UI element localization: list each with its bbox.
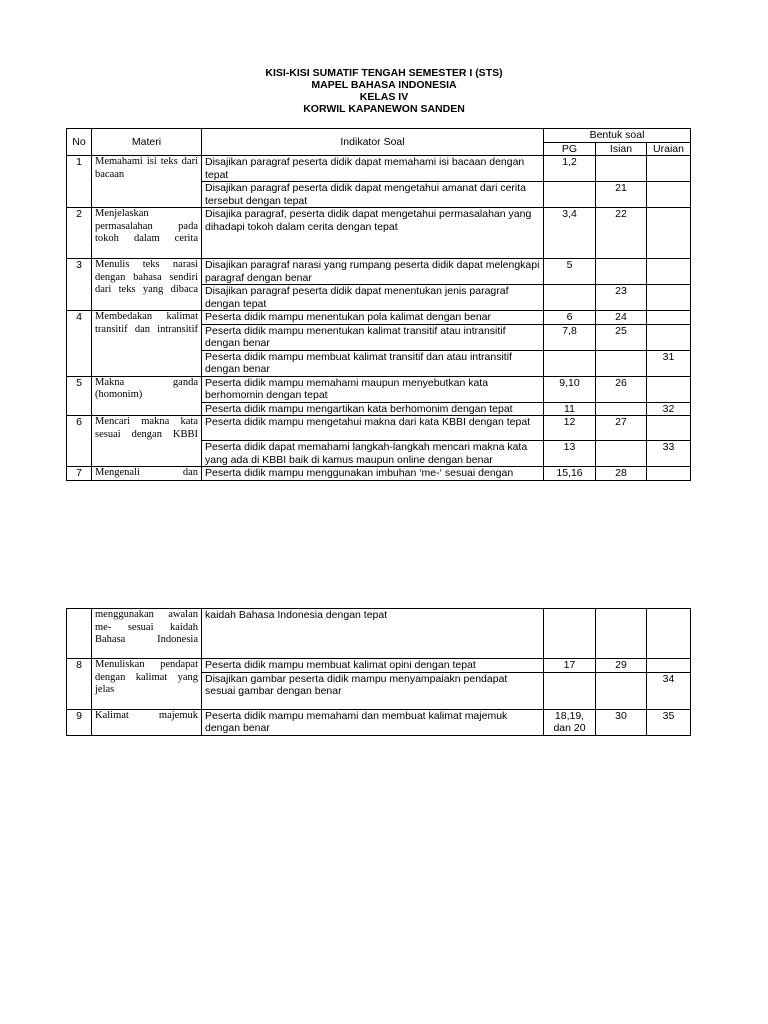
indikator-cell: kaidah Bahasa Indonesia dengan tepat <box>202 609 544 659</box>
table-row <box>67 467 691 481</box>
doc-title-line-3: KELAS IV <box>359 91 409 103</box>
isian-cell: 30 <box>596 709 647 735</box>
materi-cell: Mengenali dan <box>92 467 202 481</box>
kisi-kisi-table-continued <box>66 608 691 736</box>
uraian-cell <box>647 659 691 673</box>
indikator-cell: Disajika paragraf, peserta didik dapat mengetahui permasalahan yang dihadapi tokoh dalam cerita dengan tepat <box>202 208 544 259</box>
pg-cell <box>544 350 596 376</box>
materi-cell: Memahami isi teks dari bacaan <box>92 156 202 208</box>
indikator-cell: Disajikan paragraf peserta didik dapat memahami isi bacaan dengan tepat <box>202 156 544 182</box>
header-pg: PG <box>544 142 596 156</box>
isian-cell <box>596 672 647 709</box>
indikator-cell: Peserta didik mampu membuat kalimat opini dengan tepat <box>202 659 544 673</box>
materi-cell: Menulis teks narasi dengan bahasa sendiri dari teks yang dibaca <box>92 259 202 311</box>
pg-cell: 1,2 <box>544 156 596 182</box>
table-header-row <box>67 129 691 143</box>
header-materi: Materi <box>92 129 202 156</box>
uraian-cell <box>647 259 691 285</box>
row-number: 8 <box>67 659 92 710</box>
pg-cell: 7,8 <box>544 324 596 350</box>
indikator-cell: Peserta didik dapat memahami langkah-langkah mencari makna kata yang ada di KBBI baik di kamus maupun online dengan benar <box>202 441 544 467</box>
uraian-cell <box>647 324 691 350</box>
indikator-cell: Peserta didik mampu memahami maupun menyebutkan kata berhomomin dengan tepat <box>202 376 544 402</box>
indikator-cell: Disajikan gambar peserta didik mampu menyampaiakn pendapat sesuai gambar dengan benar <box>202 672 544 709</box>
materi-cell: Makna ganda (homonim) <box>92 376 202 416</box>
indikator-cell: Peserta didik mampu mengetahui makna dari kata KBBI dengan tepat <box>202 416 544 441</box>
materi-cell: Kalimat majemuk <box>92 709 202 735</box>
uraian-cell <box>647 609 691 659</box>
uraian-cell <box>647 376 691 402</box>
table-row <box>67 156 691 182</box>
isian-cell <box>596 609 647 659</box>
materi-cell: Menjelaskan permasalahan pada tokoh dalam cerita <box>92 208 202 259</box>
header-isian: Isian <box>596 142 647 156</box>
row-number: 5 <box>67 376 92 416</box>
row-number: 6 <box>67 416 92 467</box>
row-number: 7 <box>67 467 92 481</box>
isian-cell: 26 <box>596 376 647 402</box>
materi-cell: Menuliskan pendapat dengan kalimat yang jelas <box>92 659 202 710</box>
table-row <box>67 709 691 735</box>
pg-cell: 13 <box>544 441 596 467</box>
uraian-cell <box>647 311 691 325</box>
doc-title-line-4: KORWIL KAPANEWON SANDEN <box>303 103 465 115</box>
indikator-cell: Peserta didik mampu memahami dan membuat kalimat majemuk dengan benar <box>202 709 544 735</box>
table-row <box>67 208 691 259</box>
row-number: 9 <box>67 709 92 735</box>
isian-cell: 23 <box>596 285 647 311</box>
pg-cell: 11 <box>544 402 596 416</box>
table-row <box>67 376 691 402</box>
pg-cell <box>544 285 596 311</box>
isian-cell: 28 <box>596 467 647 481</box>
table-row <box>67 311 691 325</box>
header-no: No <box>67 129 92 156</box>
materi-cell: Mencari makna kata sesuai dengan KBBI <box>92 416 202 467</box>
isian-cell: 22 <box>596 208 647 259</box>
uraian-cell: 34 <box>647 672 691 709</box>
pg-cell: 5 <box>544 259 596 285</box>
indikator-cell: Disajikan paragraf peserta didik dapat menentukan jenis paragraf dengan tepat <box>202 285 544 311</box>
isian-cell <box>596 402 647 416</box>
doc-title-line-2: MAPEL BAHASA INDONESIA <box>311 79 457 91</box>
isian-cell <box>596 259 647 285</box>
isian-cell <box>596 350 647 376</box>
indikator-cell: Peserta didik mampu menentukan kalimat transitif atau intransitif dengan benar <box>202 324 544 350</box>
indikator-cell: Disajikan paragraf peserta didik dapat mengetahui amanat dari cerita tersebut dengan tepat <box>202 182 544 208</box>
row-number: 3 <box>67 259 92 311</box>
header-indikator: Indikator Soal <box>202 129 544 156</box>
isian-cell: 21 <box>596 182 647 208</box>
row-number: 4 <box>67 311 92 377</box>
table-row <box>67 259 691 285</box>
pg-cell: 6 <box>544 311 596 325</box>
uraian-cell <box>647 208 691 259</box>
header-bentuk-soal: Bentuk soal <box>544 129 691 143</box>
isian-cell: 24 <box>596 311 647 325</box>
indikator-cell: Peserta didik mampu membuat kalimat transitif dan atau intransitif dengan benar <box>202 350 544 376</box>
row-number <box>67 609 92 659</box>
uraian-cell <box>647 156 691 182</box>
uraian-cell: 33 <box>647 441 691 467</box>
isian-cell: 27 <box>596 416 647 441</box>
materi-cell: menggunakan awalan me- sesuai kaidah Bahasa Indonesia <box>92 609 202 659</box>
uraian-cell: 35 <box>647 709 691 735</box>
indikator-cell: Peserta didik mampu mengartikan kata berhomonim dengan tepat <box>202 402 544 416</box>
uraian-cell: 32 <box>647 402 691 416</box>
pg-cell: 3,4 <box>544 208 596 259</box>
isian-cell <box>596 156 647 182</box>
header-uraian: Uraian <box>647 142 691 156</box>
pg-cell: 17 <box>544 659 596 673</box>
pg-cell: 9,10 <box>544 376 596 402</box>
table-row <box>67 609 691 659</box>
uraian-cell <box>647 467 691 481</box>
uraian-cell <box>647 416 691 441</box>
row-number: 1 <box>67 156 92 208</box>
table-row <box>67 659 691 673</box>
indikator-cell: Disajikan paragraf narasi yang rumpang peserta didik dapat melengkapi paragraf dengan benar <box>202 259 544 285</box>
pg-cell: 18,19, dan 20 <box>544 709 596 735</box>
uraian-cell <box>647 285 691 311</box>
indikator-cell: Peserta didik mampu menentukan pola kalimat dengan benar <box>202 311 544 325</box>
materi-cell: Membedakan kalimat transitif dan intransitif <box>92 311 202 377</box>
pg-cell <box>544 609 596 659</box>
pg-cell: 15,16 <box>544 467 596 481</box>
uraian-cell <box>647 182 691 208</box>
kisi-kisi-table <box>66 128 691 481</box>
uraian-cell: 31 <box>647 350 691 376</box>
table-row <box>67 416 691 441</box>
pg-cell: 12 <box>544 416 596 441</box>
isian-cell <box>596 441 647 467</box>
row-number: 2 <box>67 208 92 259</box>
pg-cell <box>544 672 596 709</box>
doc-title-line-1: KISI-KISI SUMATIF TENGAH SEMESTER I (STS) <box>265 67 503 79</box>
pg-cell <box>544 182 596 208</box>
isian-cell: 25 <box>596 324 647 350</box>
isian-cell: 29 <box>596 659 647 673</box>
indikator-cell: Peserta didik mampu menggunakan imbuhan ‘me-‘ sesuai dengan <box>202 467 544 481</box>
